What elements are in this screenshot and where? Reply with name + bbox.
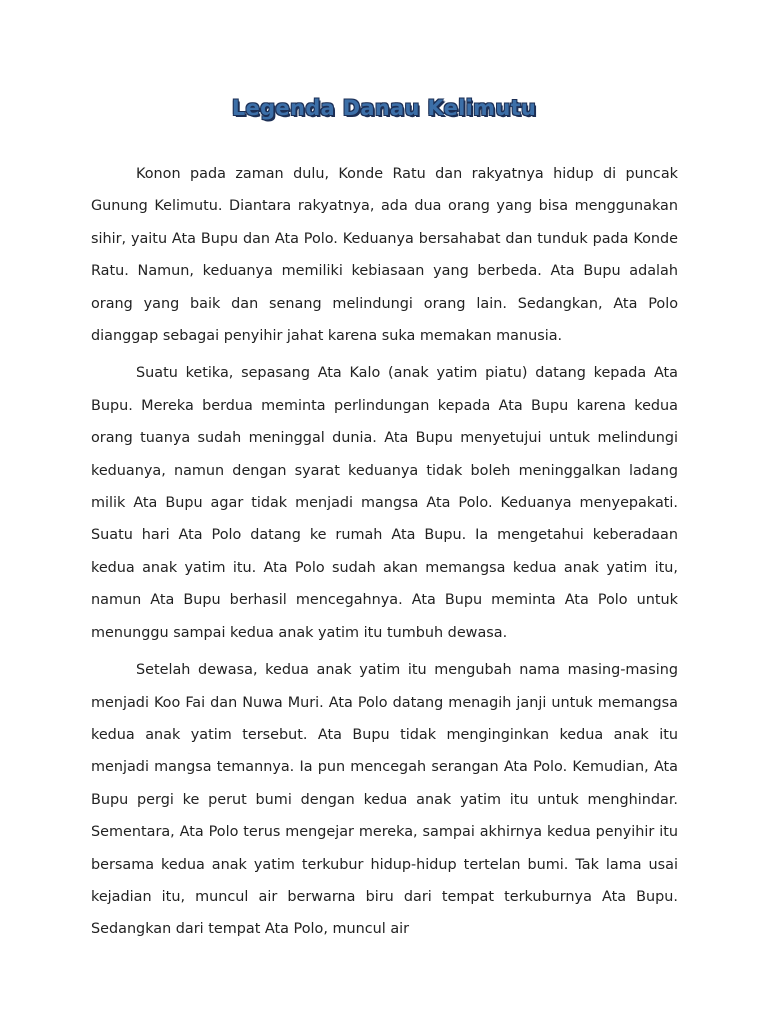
paragraph-3: Setelah dewasa, kedua anak yatim itu mengubah nama masing-masing menjadi Koo Fai dan Nuwa Muri. Ata Polo datang menagih janji untuk memangsa kedua anak yatim tersebut. Ata Bupu tidak menginginkan kedua anak itu menjadi mangsa temannya. Ia pun mencegah serangan Ata Polo. Kemudian, Ata Bupu pergi ke perut bumi dengan kedua anak yatim itu untuk menghindar. Sementara, Ata Polo terus mengejar mereka, sampai akhirnya kedua penyihir itu bersama kedua anak yatim terkubur hidup-hidup tertelan bumi. Tak lama usai kejadian itu, muncul air berwarna biru dari tempat terkuburnya Ata Bupu. Sedangkan dari tempat Ata Polo, muncul air <box>91 662 678 938</box>
paragraph-2: Suatu ketika, sepasang Ata Kalo (anak yatim piatu) datang kepada Ata Bupu. Mereka berdua meminta perlindungan kepada Ata Bupu karena kedua orang tuanya sudah meninggal dunia. Ata Bupu menyetujui untuk melindungi keduanya, namun dengan syarat keduanya tidak boleh meninggalkan ladang milik Ata Bupu agar tidak menjadi mangsa Ata Polo. Keduanya menyepakati. Suatu hari Ata Polo datang ke rumah Ata Bupu. Ia mengetahui keberadaan kedua anak yatim itu. Ata Polo sudah akan memangsa kedua anak yatim itu, namun Ata Bupu berhasil mencegahnya. Ata Bupu meminta Ata Polo untuk menunggu sampai kedua anak yatim itu tumbuh dewasa. <box>91 365 678 641</box>
paragraph-1: Konon pada zaman dulu, Konde Ratu dan rakyatnya hidup di puncak Gunung Kelimutu. Diantara rakyatnya, ada dua orang yang bisa menggunakan sihir, yaitu Ata Bupu dan Ata Polo. Keduanya bersahabat dan tunduk pada Konde Ratu. Namun, keduanya memiliki kebiasaan yang berbeda. Ata Bupu adalah orang yang baik dan senang melindungi orang lain. Sedangkan, Ata Polo dianggap sebagai penyihir jahat karena suka memakan manusia. <box>91 166 678 345</box>
page-title: Legenda Danau Kelimutu <box>231 96 537 120</box>
document-body <box>91 158 678 951</box>
